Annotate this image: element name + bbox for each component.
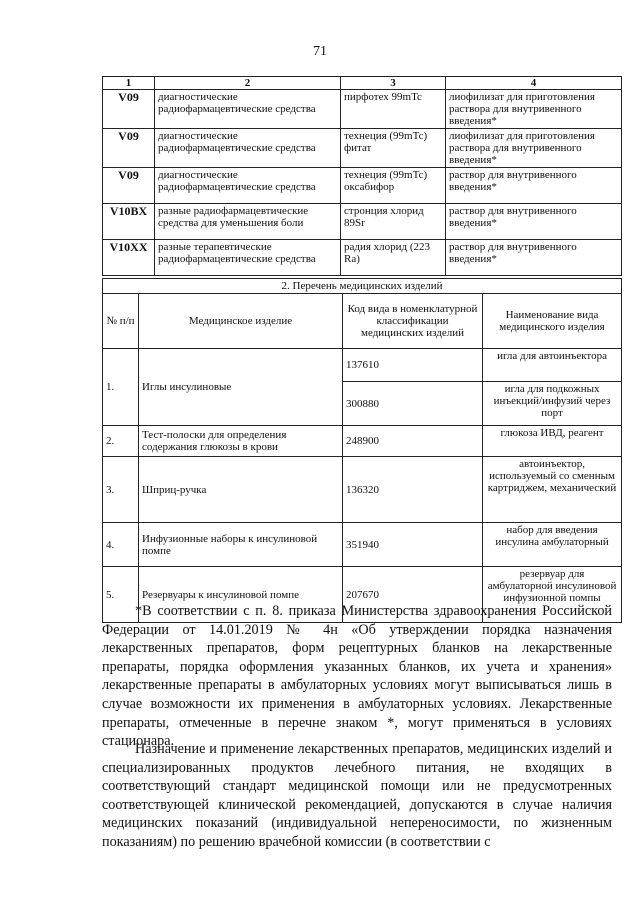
drug-form: лиофилизат для приготовления раствора для внутривенного введения*	[446, 129, 622, 168]
header-kind: Наименование вида медицинского изделия	[483, 294, 622, 349]
drug-table-header	[103, 77, 622, 90]
body-paragraph	[102, 740, 612, 852]
device-table	[102, 278, 622, 623]
row-number: 3.	[103, 457, 139, 523]
device-name: Тест-полоски для определения содержания глюкозы в крови	[139, 426, 343, 457]
row-number: 4.	[103, 523, 139, 567]
table-row	[103, 204, 622, 240]
table-row	[103, 129, 622, 168]
device-code: 136320	[343, 457, 483, 523]
header-name: Медицинское изделие	[139, 294, 343, 349]
drug-form: раствор для внутривенного введения*	[446, 240, 622, 276]
drug-substance: радия хлорид (223 Ra)	[341, 240, 446, 276]
device-name: Шприц-ручка	[139, 457, 343, 523]
atc-code: V09	[103, 90, 155, 129]
device-kind: резервуар для амбулаторной инсулиновой инфузионной помпы	[483, 567, 622, 623]
device-name: Резервуары к инсулиновой помпе	[139, 567, 343, 623]
device-name: Иглы инсулиновые	[139, 349, 343, 426]
device-code: 207670	[343, 567, 483, 623]
drug-group: диагностические радиофармацевтические средства	[155, 90, 341, 129]
device-kind: игла для автоинъектора	[483, 349, 622, 382]
table-row	[103, 426, 622, 457]
header-cell: 1	[103, 77, 155, 90]
drug-form: лиофилизат для приготовления раствора для внутривенного введения*	[446, 90, 622, 129]
device-kind: набор для введения инсулина амбулаторный	[483, 523, 622, 567]
table-row	[103, 240, 622, 276]
table-row	[103, 349, 622, 382]
device-table-header	[103, 294, 622, 349]
row-number: 5.	[103, 567, 139, 623]
section-title: 2. Перечень медицинских изделий	[103, 279, 622, 294]
device-name: Инфузионные наборы к инсулиновой помпе	[139, 523, 343, 567]
device-kind: игла для подкожных инъекций/инфузий через порт	[483, 382, 622, 426]
row-number: 1.	[103, 349, 139, 426]
device-code: 351940	[343, 523, 483, 567]
drug-group: диагностические радиофармацевтические средства	[155, 129, 341, 168]
atc-code: V09	[103, 129, 155, 168]
drug-substance: технеция (99mTc) фитат	[341, 129, 446, 168]
drug-group: диагностические радиофармацевтические средства	[155, 168, 341, 204]
table-row	[103, 90, 622, 129]
table-row	[103, 523, 622, 567]
drug-group: разные радиофармацевтические средства для уменьшения боли	[155, 204, 341, 240]
section-row	[103, 279, 622, 294]
device-code: 300880	[343, 382, 483, 426]
atc-code: V10XX	[103, 240, 155, 276]
drug-substance: пирфотех 99mTc	[341, 90, 446, 129]
device-kind: глюкоза ИВД, реагент	[483, 426, 622, 457]
header-code: Код вида в номенклатурной классификации медицинских изделий	[343, 294, 483, 349]
page-number: 71	[313, 44, 327, 59]
row-number: 2.	[103, 426, 139, 457]
paragraph-text: Назначение и применение лекарственных препаратов, медицинских изделий и специализированных продуктов лечебного питания, не входящих в соответствующий стандарт медицинской помощи или не предусмотренных соответствующей клинической рекомендацией, допускаются в случае наличия медицинских показаний (индивидуальной непереносимости, по жизненным показаниям) по решению врачебной комиссии (в соответствии с	[102, 741, 612, 850]
drug-form: раствор для внутривенного введения*	[446, 168, 622, 204]
header-cell: 4	[446, 77, 622, 90]
device-kind: автоинъектор, используемый со сменным картриджем, механический	[483, 457, 622, 523]
device-code: 248900	[343, 426, 483, 457]
atc-code: V10BX	[103, 204, 155, 240]
table-row	[103, 457, 622, 523]
footnote-paragraph	[102, 602, 612, 751]
header-cell: 2	[155, 77, 341, 90]
drug-substance: стронция хлорид 89Sr	[341, 204, 446, 240]
device-code: 137610	[343, 349, 483, 382]
drug-substance: технеция (99mTc) оксабифор	[341, 168, 446, 204]
paragraph-text: *В соответствии с п. 8. приказа Министерства здравоохранения Российской Федерации от 14.01.2019 № 4н «Об утверждении порядка назначения лекарственных препаратов, форм рецептурных бланков на лекарственные препараты, порядка оформления указанных бланков, их учета и хранения» лекарственные препараты в амбулаторных условиях могут выписываться лишь в случае возможности их применения в амбулаторных условиях. Лекарственные препараты, отмеченные в перечне знаком *, могут применяться в условиях стационара.	[102, 603, 612, 750]
drug-form: раствор для внутривенного введения*	[446, 204, 622, 240]
drug-table	[102, 76, 622, 276]
table-row	[103, 168, 622, 204]
drug-group: разные терапевтические радиофармацевтические средства	[155, 240, 341, 276]
header-num: № п/п	[103, 294, 139, 349]
atc-code: V09	[103, 168, 155, 204]
header-cell: 3	[341, 77, 446, 90]
